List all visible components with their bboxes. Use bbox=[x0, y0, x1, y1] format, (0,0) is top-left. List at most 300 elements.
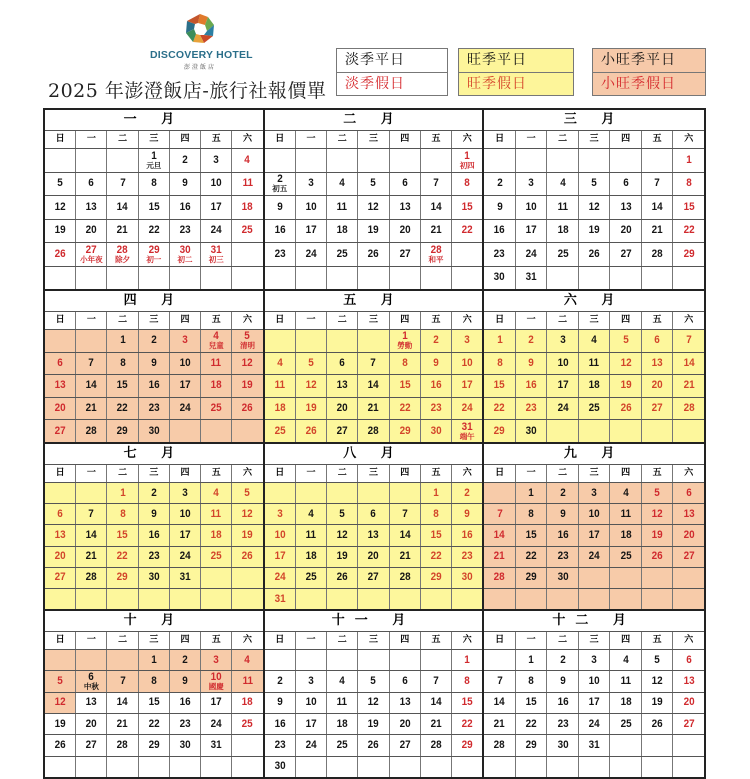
day-number: 21 bbox=[117, 717, 129, 730]
month-title: 二 月 bbox=[265, 110, 483, 131]
day-cell bbox=[107, 504, 138, 524]
day-number: 11 bbox=[211, 356, 222, 369]
day-number: 25 bbox=[620, 550, 632, 563]
weekday-label: 日 bbox=[484, 632, 516, 649]
weekday-label: 日 bbox=[265, 131, 296, 148]
weekday-label: 五 bbox=[421, 632, 452, 649]
day-cell bbox=[452, 714, 482, 734]
day-number: 28 bbox=[85, 571, 97, 584]
day-number: 2 bbox=[151, 486, 157, 499]
day-cell bbox=[610, 196, 642, 219]
day-number: 19 bbox=[651, 696, 663, 709]
weekday-label: 六 bbox=[684, 467, 694, 478]
weekday-label: 四 bbox=[610, 632, 642, 649]
weekday-label: 一 bbox=[76, 465, 107, 482]
day-number: 1 bbox=[685, 153, 692, 166]
day-number: 25 bbox=[242, 224, 254, 237]
day-cell bbox=[232, 757, 262, 777]
month-title: 八 月 bbox=[265, 444, 483, 465]
day-number: 3 bbox=[277, 507, 283, 520]
day-cell bbox=[76, 650, 107, 670]
month-title: 六 月 bbox=[484, 291, 704, 312]
day-cell bbox=[327, 196, 358, 219]
day-number: 17 bbox=[305, 717, 317, 730]
weekday-label: 五 bbox=[642, 312, 674, 329]
weekday-label: 一 bbox=[516, 632, 548, 649]
day-number: 30 bbox=[494, 271, 506, 284]
day-number: 7 bbox=[433, 177, 439, 190]
day-cell bbox=[296, 671, 327, 691]
day-cell bbox=[201, 173, 232, 196]
day-cell bbox=[421, 375, 452, 397]
day-cell bbox=[642, 220, 674, 243]
day-number: 15 bbox=[148, 696, 160, 709]
day-cell bbox=[201, 568, 232, 588]
day-number: 20 bbox=[85, 224, 97, 237]
day-cell bbox=[579, 650, 611, 670]
day-number: 29 bbox=[525, 571, 537, 584]
week-row bbox=[265, 149, 483, 173]
day-number: 23 bbox=[557, 717, 569, 730]
day-number: 6 bbox=[654, 334, 660, 347]
day-number: 21 bbox=[430, 224, 442, 237]
day-number: 1 bbox=[433, 486, 439, 499]
month-block bbox=[265, 611, 485, 777]
day-number: 21 bbox=[85, 550, 97, 563]
day-number: 27 bbox=[683, 550, 695, 563]
day-cell bbox=[107, 693, 138, 713]
day-cell bbox=[358, 525, 389, 545]
day-number: 14 bbox=[117, 200, 129, 213]
day-cell bbox=[610, 173, 642, 196]
day-number: 20 bbox=[336, 402, 348, 415]
day-cell bbox=[452, 330, 482, 352]
day-number: 9 bbox=[433, 356, 439, 369]
day-number: 27 bbox=[651, 402, 663, 415]
day-number: 21 bbox=[85, 402, 97, 415]
day-number: 27 bbox=[399, 247, 411, 260]
day-number: 10 bbox=[305, 696, 317, 709]
day-number: 17 bbox=[557, 379, 569, 392]
weekday-header bbox=[45, 312, 263, 330]
day-cell bbox=[76, 353, 107, 375]
day-cell bbox=[452, 398, 482, 420]
day-number: 8 bbox=[119, 356, 126, 369]
day-number: 7 bbox=[88, 507, 95, 520]
day-cell bbox=[610, 671, 642, 691]
day-number: 21 bbox=[399, 550, 411, 563]
day-cell bbox=[421, 220, 452, 243]
day-number: 26 bbox=[54, 738, 66, 751]
weekday-label: 一 bbox=[516, 312, 548, 329]
day-number: 7 bbox=[496, 507, 503, 520]
month-title: 九 月 bbox=[484, 444, 704, 465]
day-cell bbox=[484, 483, 516, 503]
day-cell bbox=[296, 398, 327, 420]
day-cell bbox=[610, 398, 642, 420]
weekday-label: 日 bbox=[265, 465, 296, 482]
day-cell bbox=[107, 330, 138, 352]
day-number: 22 bbox=[148, 717, 160, 730]
day-cell bbox=[421, 504, 452, 524]
month-block bbox=[484, 110, 704, 291]
day-cell bbox=[390, 504, 421, 524]
day-number: 10 bbox=[588, 675, 600, 688]
day-number: 28 bbox=[117, 738, 129, 751]
day-cell bbox=[296, 149, 327, 172]
day-cell bbox=[296, 353, 327, 375]
day-cell bbox=[484, 525, 516, 545]
day-number: 22 bbox=[525, 550, 537, 563]
week-row bbox=[484, 735, 704, 756]
day-cell bbox=[296, 547, 327, 567]
day-cell bbox=[579, 757, 611, 777]
day-cell bbox=[673, 243, 704, 266]
day-number: 28 bbox=[430, 738, 442, 751]
weekday-label: 五 bbox=[421, 131, 452, 148]
day-cell bbox=[232, 353, 262, 375]
weekday-label: 日 bbox=[45, 465, 76, 482]
day-number: 24 bbox=[525, 247, 537, 260]
week-row bbox=[45, 671, 263, 692]
day-cell bbox=[45, 375, 76, 397]
day-number: 13 bbox=[399, 696, 411, 709]
day-number: 23 bbox=[557, 550, 569, 563]
week-row bbox=[484, 149, 704, 173]
day-cell bbox=[516, 173, 548, 196]
day-cell bbox=[516, 589, 548, 609]
day-number: 10 bbox=[588, 507, 600, 520]
day-cell bbox=[107, 483, 138, 503]
weekday-label: 二 bbox=[107, 312, 138, 329]
day-cell bbox=[139, 714, 170, 734]
legend-offpeak-weekday: 淡季平日 bbox=[345, 52, 405, 68]
day-cell bbox=[452, 353, 482, 375]
day-number: 11 bbox=[337, 696, 348, 709]
day-cell bbox=[452, 149, 482, 172]
day-cell bbox=[327, 589, 358, 609]
month-block bbox=[45, 611, 265, 777]
day-cell bbox=[421, 757, 452, 777]
week-row bbox=[265, 220, 483, 244]
day-number: 15 bbox=[399, 379, 411, 392]
day-cell bbox=[452, 243, 482, 266]
day-cell bbox=[45, 650, 76, 670]
day-cell bbox=[579, 547, 611, 567]
week-row bbox=[45, 757, 263, 777]
day-number: 8 bbox=[464, 675, 470, 688]
day-cell bbox=[547, 173, 579, 196]
day-number: 21 bbox=[683, 379, 695, 392]
week-row bbox=[45, 650, 263, 671]
day-cell bbox=[484, 757, 516, 777]
day-number: 25 bbox=[336, 738, 348, 751]
day-number: 6 bbox=[401, 675, 408, 688]
day-cell bbox=[170, 220, 201, 243]
day-number: 1 bbox=[151, 653, 157, 666]
day-cell bbox=[265, 173, 296, 196]
day-number: 25 bbox=[210, 402, 222, 415]
day-cell bbox=[358, 483, 389, 503]
day-number: 26 bbox=[242, 402, 254, 415]
day-number: 9 bbox=[464, 507, 470, 520]
day-cell bbox=[358, 220, 389, 243]
day-number: 31 bbox=[274, 592, 286, 605]
weekday-label: 一 bbox=[296, 312, 327, 329]
weekday-label: 三 bbox=[139, 312, 170, 329]
day-number: 18 bbox=[336, 717, 348, 730]
day-number: 12 bbox=[620, 356, 632, 369]
day-number: 3 bbox=[528, 177, 534, 190]
day-number: 26 bbox=[336, 571, 348, 584]
week-row bbox=[265, 267, 483, 290]
day-number: 29 bbox=[525, 738, 537, 751]
day-cell bbox=[642, 525, 674, 545]
weekday-label: 二 bbox=[547, 312, 579, 329]
day-cell bbox=[170, 149, 201, 172]
day-cell bbox=[201, 504, 232, 524]
week-row bbox=[484, 196, 704, 220]
day-number: 16 bbox=[179, 200, 191, 213]
month-title: 一 月 bbox=[45, 110, 263, 131]
day-cell bbox=[139, 525, 170, 545]
weekday-header bbox=[45, 131, 263, 149]
day-cell bbox=[232, 714, 262, 734]
day-number: 6 bbox=[88, 177, 95, 190]
weekday-label: 一 bbox=[516, 465, 548, 482]
day-number: 10 bbox=[305, 200, 317, 213]
day-cell bbox=[45, 525, 76, 545]
weekday-label: 四 bbox=[390, 632, 421, 649]
day-cell bbox=[170, 589, 201, 609]
weekday-label: 五 bbox=[421, 312, 452, 329]
day-number: 6 bbox=[685, 653, 692, 666]
day-cell bbox=[296, 525, 327, 545]
day-cell bbox=[358, 547, 389, 567]
day-cell bbox=[421, 693, 452, 713]
weekday-header bbox=[265, 312, 483, 330]
day-number: 1 bbox=[119, 486, 126, 499]
day-number: 2 bbox=[182, 653, 188, 666]
month-block bbox=[265, 110, 485, 291]
day-cell bbox=[76, 547, 107, 567]
day-cell bbox=[45, 353, 76, 375]
day-number: 4 bbox=[591, 334, 597, 347]
holiday-label: 初五 bbox=[272, 184, 288, 194]
day-cell bbox=[452, 267, 482, 290]
day-cell bbox=[358, 693, 389, 713]
weekday-label: 六 bbox=[684, 134, 694, 144]
day-cell bbox=[421, 547, 452, 567]
day-number: 22 bbox=[148, 224, 160, 237]
day-number: 14 bbox=[85, 528, 97, 541]
day-number: 11 bbox=[211, 507, 222, 520]
day-cell bbox=[265, 757, 296, 777]
weekday-label: 五 bbox=[642, 131, 674, 148]
week-row bbox=[265, 671, 483, 692]
day-cell bbox=[45, 504, 76, 524]
day-number: 18 bbox=[210, 379, 222, 392]
day-cell bbox=[547, 650, 579, 670]
day-cell bbox=[107, 173, 138, 196]
week-row bbox=[484, 243, 704, 267]
day-cell bbox=[484, 149, 516, 172]
day-number: 22 bbox=[461, 224, 473, 237]
day-cell bbox=[642, 267, 674, 290]
day-number: 19 bbox=[367, 717, 379, 730]
day-cell bbox=[579, 267, 611, 290]
day-cell bbox=[265, 196, 296, 219]
month-block bbox=[484, 291, 704, 444]
day-cell bbox=[516, 568, 548, 588]
day-cell bbox=[547, 267, 579, 290]
day-number: 11 bbox=[337, 200, 348, 213]
day-number: 17 bbox=[461, 379, 473, 392]
day-number: 9 bbox=[182, 675, 188, 688]
day-number: 22 bbox=[494, 402, 506, 415]
weekday-label: 二 bbox=[107, 632, 138, 649]
day-number: 31 bbox=[210, 243, 222, 256]
weekday-label: 二 bbox=[107, 131, 138, 148]
day-cell bbox=[421, 420, 452, 442]
day-cell bbox=[327, 757, 358, 777]
weekday-label: 四 bbox=[170, 312, 201, 329]
day-cell bbox=[390, 173, 421, 196]
day-number: 6 bbox=[57, 507, 63, 520]
quarter-row bbox=[45, 444, 704, 611]
day-cell bbox=[296, 420, 327, 442]
week-row bbox=[265, 693, 483, 714]
day-cell bbox=[139, 547, 170, 567]
legend-minipeak-holiday: 小旺季假日 bbox=[593, 72, 705, 95]
weekday-label: 四 bbox=[170, 632, 201, 649]
day-cell bbox=[107, 547, 138, 567]
day-number: 18 bbox=[620, 528, 632, 541]
day-cell bbox=[673, 173, 704, 196]
weekday-label: 二 bbox=[327, 465, 358, 482]
day-cell bbox=[76, 504, 107, 524]
day-cell bbox=[76, 196, 107, 219]
day-cell bbox=[610, 735, 642, 755]
day-cell bbox=[579, 525, 611, 545]
week-row bbox=[265, 196, 483, 220]
day-number: 28 bbox=[494, 571, 506, 584]
weekday-header bbox=[265, 465, 483, 483]
day-number: 6 bbox=[370, 507, 377, 520]
day-number: 15 bbox=[117, 379, 129, 392]
day-cell bbox=[516, 483, 548, 503]
weekday-label: 三 bbox=[358, 632, 389, 649]
day-cell bbox=[673, 149, 704, 172]
day-cell bbox=[673, 547, 704, 567]
day-number: 23 bbox=[274, 738, 286, 751]
day-cell bbox=[232, 525, 262, 545]
day-cell bbox=[516, 547, 548, 567]
day-cell bbox=[170, 650, 201, 670]
day-cell bbox=[610, 483, 642, 503]
day-cell bbox=[296, 173, 327, 196]
day-number: 21 bbox=[494, 550, 506, 563]
day-cell bbox=[107, 353, 138, 375]
day-cell bbox=[327, 483, 358, 503]
day-number: 13 bbox=[367, 528, 379, 541]
month-block bbox=[265, 444, 485, 611]
day-cell bbox=[45, 757, 76, 777]
day-cell bbox=[390, 757, 421, 777]
day-cell bbox=[642, 693, 674, 713]
day-number: 1 bbox=[464, 149, 470, 162]
day-cell bbox=[76, 375, 107, 397]
day-cell bbox=[76, 693, 107, 713]
day-cell bbox=[358, 173, 389, 196]
day-cell bbox=[327, 375, 358, 397]
weekday-label: 五 bbox=[201, 632, 232, 649]
weekday-label: 三 bbox=[579, 312, 611, 329]
month-title: 七 月 bbox=[45, 444, 263, 465]
day-number: 13 bbox=[54, 379, 66, 392]
day-number: 18 bbox=[336, 224, 348, 237]
day-number: 8 bbox=[151, 675, 157, 688]
quarter-row bbox=[45, 291, 704, 444]
day-number: 4 bbox=[622, 486, 629, 499]
day-number: 14 bbox=[651, 200, 663, 213]
legend-minipeak-weekday: 小旺季平日 bbox=[601, 52, 676, 68]
day-cell bbox=[547, 757, 579, 777]
day-cell bbox=[673, 196, 704, 219]
day-cell bbox=[390, 650, 421, 670]
day-cell bbox=[452, 483, 482, 503]
weekday-header bbox=[484, 131, 704, 149]
day-cell bbox=[642, 547, 674, 567]
day-number: 2 bbox=[559, 653, 566, 666]
day-cell bbox=[547, 589, 579, 609]
day-cell bbox=[358, 149, 389, 172]
day-cell bbox=[579, 196, 611, 219]
day-cell bbox=[673, 650, 704, 670]
month-block bbox=[45, 291, 265, 444]
day-cell bbox=[484, 243, 516, 266]
week-row bbox=[265, 589, 483, 609]
day-number: 20 bbox=[651, 379, 663, 392]
day-number: 7 bbox=[433, 675, 439, 688]
day-cell bbox=[265, 693, 296, 713]
day-number: 8 bbox=[464, 177, 470, 190]
day-number: 16 bbox=[274, 717, 286, 730]
week-row bbox=[45, 735, 263, 756]
day-number: 18 bbox=[242, 200, 254, 213]
day-cell bbox=[201, 243, 232, 266]
day-cell bbox=[516, 671, 548, 691]
day-cell bbox=[390, 375, 421, 397]
day-number: 5 bbox=[308, 356, 314, 369]
day-cell bbox=[642, 735, 674, 755]
day-number: 30 bbox=[525, 424, 537, 437]
day-cell bbox=[673, 220, 704, 243]
weekday-label: 二 bbox=[107, 465, 138, 482]
day-cell bbox=[452, 735, 482, 755]
day-cell bbox=[265, 353, 296, 375]
weekday-label: 二 bbox=[547, 131, 579, 148]
day-number: 28 bbox=[430, 243, 442, 256]
day-cell bbox=[232, 398, 262, 420]
day-number: 20 bbox=[399, 717, 411, 730]
day-number: 28 bbox=[651, 247, 663, 260]
day-cell bbox=[390, 714, 421, 734]
day-cell bbox=[390, 330, 421, 352]
day-cell bbox=[45, 173, 76, 196]
day-number: 3 bbox=[559, 334, 566, 347]
day-cell bbox=[547, 149, 579, 172]
